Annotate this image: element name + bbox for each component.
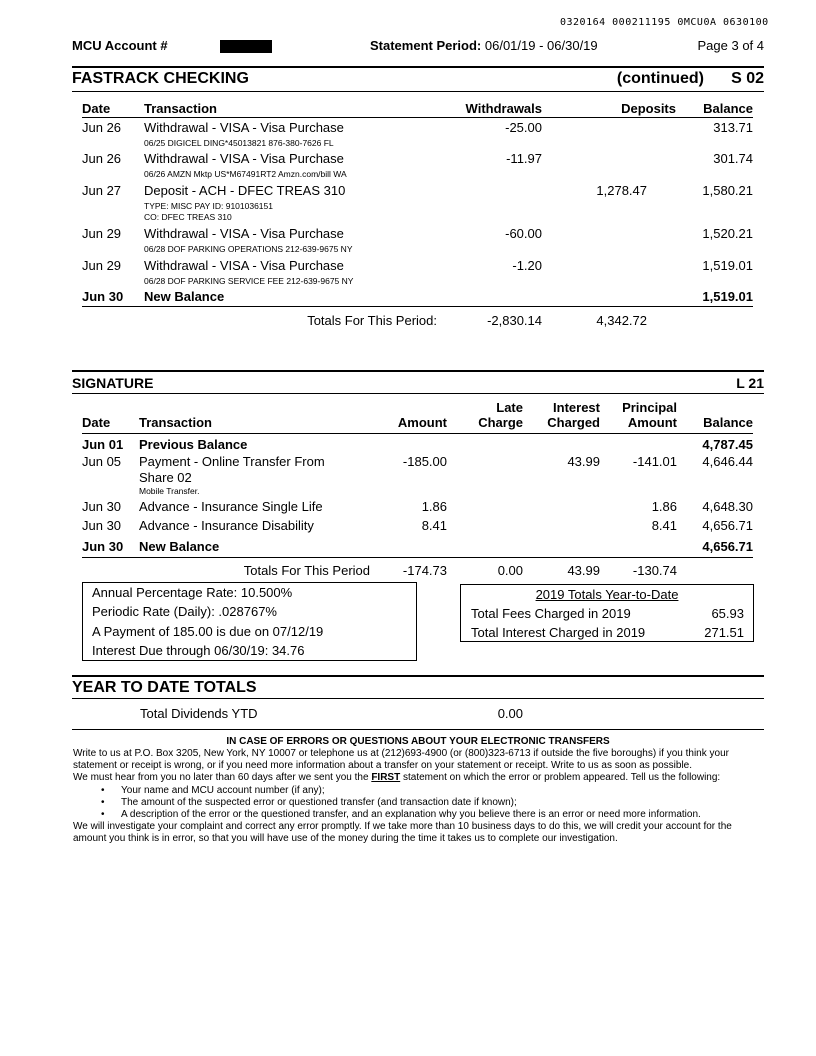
- dividends-label: Total Dividends YTD: [140, 706, 258, 721]
- statement-period: Statement Period: 06/01/19 - 06/30/19: [370, 38, 598, 53]
- fees-label: Total Fees Charged in 2019: [471, 606, 631, 621]
- col-late: Late Charge: [478, 400, 523, 430]
- ytd-title: YEAR TO DATE TOTALS: [72, 679, 257, 696]
- new-balance-value: 4,656.71: [702, 539, 753, 554]
- row-description: Withdrawal - VISA - Visa Purchase: [144, 120, 344, 135]
- divider: [72, 370, 764, 372]
- loan-row-date: Jun 05: [82, 454, 122, 469]
- notice-title: IN CASE OF ERRORS OR QUESTIONS ABOUT YOUR ELECTRONIC TRANSFERS: [226, 736, 610, 747]
- previous-balance-label: Previous Balance: [139, 437, 248, 452]
- col-date: Date: [82, 101, 111, 116]
- new-balance-value: 1,519.01: [702, 289, 753, 304]
- col-withdrawals: Withdrawals: [465, 101, 542, 116]
- loan-row-date: Jun 30: [82, 518, 122, 533]
- row-withdrawal: -60.00: [505, 226, 542, 241]
- divider: [82, 306, 753, 307]
- new-balance-label: New Balance: [144, 289, 225, 304]
- notice-body: [73, 748, 765, 846]
- divider: [72, 729, 764, 730]
- checking-title: FASTRACK CHECKING: [72, 70, 249, 87]
- loan-totals-principal: -130.74: [632, 563, 677, 578]
- divider: [72, 91, 764, 92]
- new-balance-date: Jun 30: [82, 289, 124, 304]
- row-date: Jun 27: [82, 183, 122, 198]
- row-date: Jun 26: [82, 120, 122, 135]
- payment-due-text: A Payment of 185.00 is due on 07/12/19: [92, 624, 324, 639]
- col-principal: Principal Amount: [622, 400, 677, 430]
- previous-balance-value: 4,787.45: [702, 437, 753, 452]
- divider: [82, 117, 753, 118]
- rate-info-box: [82, 582, 417, 661]
- col-transaction: Transaction: [144, 101, 217, 116]
- loan-row-balance: 4,656.71: [702, 518, 753, 533]
- interest-label: Total Interest Charged in 2019: [471, 625, 646, 640]
- row-balance: 313.71: [713, 120, 753, 135]
- notice-paragraph: We will investigate your complaint and correct any error promptly. If we take more than 10 business days to do this, we will credit your account for the amount you think is in error, so that you will have use of the money during the time it takes us to complete our investigation.: [73, 821, 732, 845]
- checking-continued: (continued): [616, 70, 704, 87]
- loan-row-balance: 4,646.44: [702, 454, 753, 469]
- col-interest: Interest Charged: [547, 400, 600, 430]
- loan-row-principal: 1.86: [651, 499, 677, 514]
- row-description: Withdrawal - VISA - Visa Purchase: [144, 226, 344, 241]
- row-date: Jun 29: [82, 226, 122, 241]
- col-balance: Balance: [703, 101, 753, 116]
- new-balance-label: New Balance: [139, 539, 220, 554]
- divider: [82, 557, 753, 558]
- row-detail: CO: DFEC TREAS 310: [144, 212, 232, 222]
- loan-totals-label: Totals For This Period: [243, 563, 370, 578]
- notice-bullet: • The amount of the suspected error or questioned transfer (and transaction date if known);: [73, 797, 765, 809]
- row-withdrawal: -11.97: [506, 151, 542, 166]
- row-withdrawal: -1.20: [512, 258, 542, 273]
- loan-row-principal: 8.41: [651, 518, 677, 533]
- row-detail: 06/28 DOF PARKING OPERATIONS 212-639-9675 NY: [144, 244, 353, 254]
- divider: [82, 433, 753, 434]
- row-deposit: 1,278.47: [596, 183, 647, 198]
- divider: [72, 698, 764, 699]
- loan-totals-amount: -174.73: [402, 563, 447, 578]
- row-detail: 06/26 AMZN Mktp US*M67491RT2 Amzn.com/bill WA: [144, 169, 347, 179]
- new-balance-date: Jun 30: [82, 539, 124, 554]
- ytd-box-title: 2019 Totals Year-to-Date: [535, 587, 679, 602]
- row-balance: 301.74: [713, 151, 753, 166]
- barcode-text: 0320164 000211195 0MCU0A 0630100: [560, 17, 769, 28]
- checking-code: S 02: [731, 70, 764, 87]
- loan-row-interest: 43.99: [567, 454, 600, 469]
- loan-row-amount: 1.86: [421, 499, 447, 514]
- row-date: Jun 26: [82, 151, 122, 166]
- account-label: MCU Account #: [72, 38, 168, 53]
- col-balance: Balance: [703, 415, 753, 430]
- notice-bullet: • Your name and MCU account number (if any);: [73, 785, 765, 797]
- loan-row-principal: -141.01: [632, 454, 677, 469]
- totals-label: Totals For This Period:: [307, 313, 437, 328]
- totals-withdrawals: -2,830.14: [487, 313, 542, 328]
- row-balance: 1,580.21: [702, 183, 753, 198]
- row-withdrawal: -25.00: [505, 120, 542, 135]
- loan-totals-interest: 43.99: [567, 563, 600, 578]
- col-date: Date: [82, 415, 111, 430]
- divider: [72, 66, 764, 68]
- loan-row-amount: 8.41: [421, 518, 447, 533]
- ytd-totals-box: [460, 584, 754, 642]
- dividends-value: 0.00: [497, 706, 523, 721]
- row-date: Jun 29: [82, 258, 122, 273]
- fees-value: 65.93: [711, 606, 744, 621]
- row-detail: TYPE: MISC PAY ID: 9101036151: [144, 201, 273, 211]
- previous-balance-date: Jun 01: [82, 437, 124, 452]
- page-number: Page 3 of 4: [697, 38, 764, 53]
- loan-row-date: Jun 30: [82, 499, 122, 514]
- notice-paragraph: We must hear from you no later than 60 days after we sent you the FIRST statement on which the error or problem appeared. Tell us the following:: [73, 772, 721, 784]
- row-balance: 1,520.21: [702, 226, 753, 241]
- row-detail: 06/25 DIGICEL DING*45013821 876-380-7626 FL: [144, 138, 334, 148]
- loan-row-detail: Mobile Transfer.: [139, 486, 200, 496]
- row-balance: 1,519.01: [702, 258, 753, 273]
- totals-deposits: 4,342.72: [596, 313, 647, 328]
- apr-text: Annual Percentage Rate: 10.500%: [92, 585, 293, 600]
- loan-row-amount: -185.00: [402, 454, 447, 469]
- row-description: Withdrawal - VISA - Visa Purchase: [144, 151, 344, 166]
- loan-row-balance: 4,648.30: [702, 499, 753, 514]
- notice-bullet: • A description of the error or the questioned transfer, and an explanation why you believe there is an error or need more information.: [73, 809, 765, 821]
- signature-code: L 21: [736, 375, 764, 391]
- loan-row-description: Payment - Online Transfer From Share 02: [139, 454, 325, 485]
- divider: [72, 675, 764, 677]
- loan-totals-late: 0.00: [497, 563, 523, 578]
- loan-row-description: Advance - Insurance Disability: [139, 518, 314, 533]
- signature-title: SIGNATURE: [72, 375, 154, 391]
- interest-value: 271.51: [704, 625, 744, 640]
- row-detail: 06/28 DOF PARKING SERVICE FEE 212-639-9675 NY: [144, 276, 354, 286]
- divider: [72, 393, 764, 394]
- loan-row-description: Advance - Insurance Single Life: [139, 499, 323, 514]
- periodic-rate-text: Periodic Rate (Daily): .028767%: [92, 604, 277, 619]
- col-transaction: Transaction: [139, 415, 212, 430]
- row-description: Withdrawal - VISA - Visa Purchase: [144, 258, 344, 273]
- notice-paragraph: Write to us at P.O. Box 3205, New York, NY 10007 or telephone us at (212)693-4900 (or (800)323-6713 if outside the five boroughs) if you think your statement or receipt is wrong, or if you need more information about a transfer on your statement or receipt. Write to us as soon as possible.: [73, 748, 729, 772]
- interest-due-text: Interest Due through 06/30/19: 34.76: [92, 643, 305, 658]
- col-amount: Amount: [397, 415, 447, 430]
- account-redaction: [220, 40, 272, 53]
- row-description: Deposit - ACH - DFEC TREAS 310: [144, 183, 346, 198]
- col-deposits: Deposits: [621, 101, 676, 116]
